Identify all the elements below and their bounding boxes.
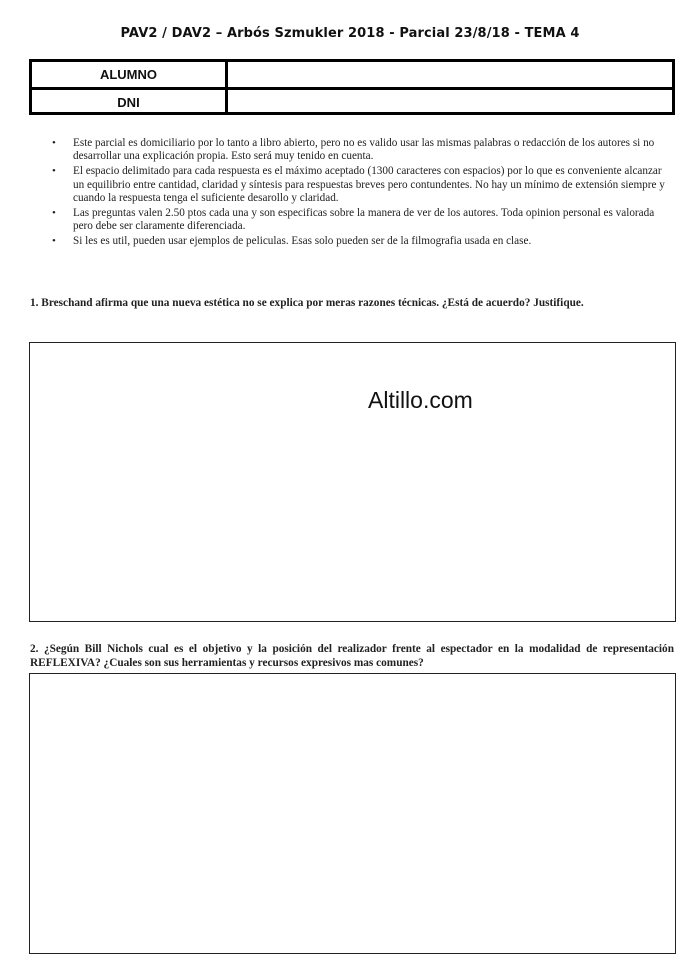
answer-box-1[interactable] <box>29 342 676 622</box>
instruction-text: El espacio delimitado para cada respuesta es el máximo aceptado (1300 caracteres con espacios) por lo que es conveniente alcanzar un equilibrio entre cantidad, claridad y síntesis para respuestas breves pero contundentes. No hay un mínimo de extensión siempre y cuando la respuesta tenga el suficiente desarollo y claridad. <box>73 165 665 204</box>
instruction-text: Si les es util, pueden usar ejemplos de peliculas. Esas solo pueden ser de la filmografia usada en clase. <box>73 235 532 248</box>
student-name-row <box>32 62 672 90</box>
question-1-text: 1. Breschand afirma que una nueva estética no se explica por meras razones técnicas. ¿Está de acuerdo? Justifique. <box>30 297 584 309</box>
student-name-label: ALUMNO <box>32 62 228 87</box>
student-dni-label: DNI <box>32 90 228 115</box>
instruction-text: Las preguntas valen 2.50 ptos cada una y son especificas sobre la manera de ver de los autores. Toda opinion personal es valorada pero debe ser claramente diferenciada. <box>73 207 655 233</box>
student-dni-field[interactable] <box>228 90 672 115</box>
instruction-item <box>50 137 672 163</box>
student-info-table <box>29 59 675 115</box>
watermark: Altillo.com <box>368 387 473 413</box>
student-dni-row <box>32 90 672 115</box>
page-title: PAV2 / DAV2 – Arbós Szmukler 2018 - Parcial 23/8/18 - TEMA 4 <box>120 26 580 41</box>
instructions-list <box>50 137 672 251</box>
bullet-icon: • <box>52 165 56 178</box>
answer-box-2[interactable] <box>29 673 676 954</box>
instruction-item <box>50 235 672 248</box>
bullet-icon: • <box>52 235 56 248</box>
instruction-text: Este parcial es domiciliario por lo tanto a libro abierto, pero no es valido usar las mismas palabras o redacción de los autores si no desarrollar una explicación propia. Esto será muy tenido en cuenta. <box>73 137 655 163</box>
instruction-item <box>50 207 672 233</box>
instruction-item <box>50 165 672 205</box>
bullet-icon: • <box>52 137 56 149</box>
bullet-icon: • <box>52 207 56 220</box>
question-2-text: 2. ¿Según Bill Nichols cual es el objetivo y la posición del realizador frente al espectador en la modalidad de representación REFLEXIVA? ¿Cuales son sus herramientas y recursos expresivos mas comunes? <box>30 643 674 669</box>
student-name-field[interactable] <box>228 62 672 87</box>
